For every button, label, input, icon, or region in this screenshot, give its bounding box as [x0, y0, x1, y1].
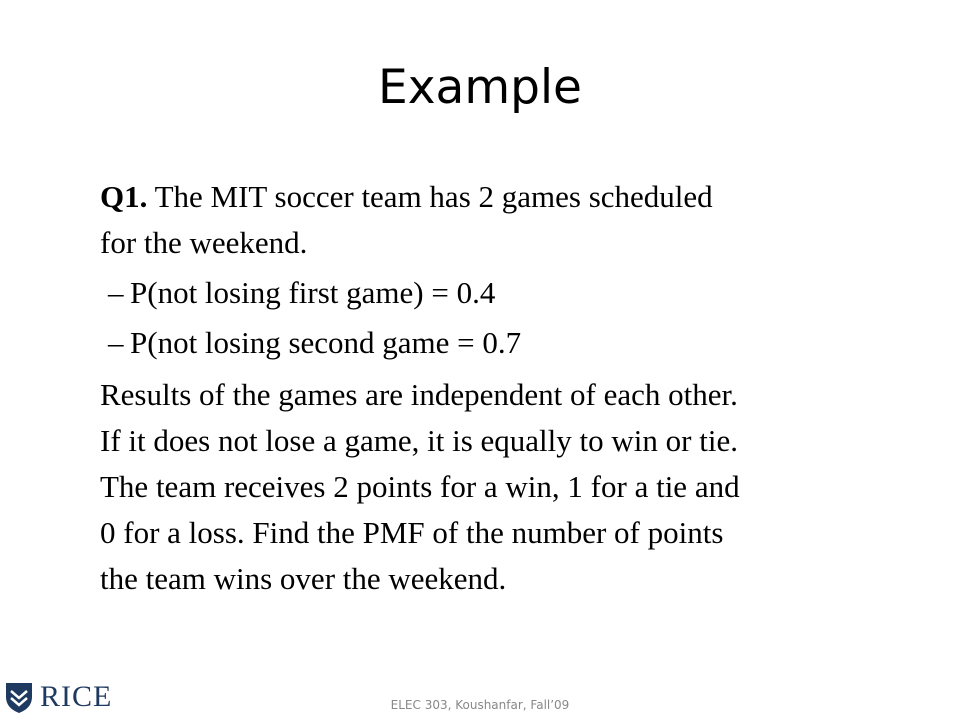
problem-intro: [100, 174, 900, 266]
slide-footer: ELEC 303, Koushanfar, Fall’09: [390, 698, 570, 712]
list-item: [100, 268, 900, 318]
dash-bullet: –: [108, 325, 124, 360]
probability-list: [100, 268, 900, 368]
dash-bullet: –: [108, 275, 124, 310]
list-item-text: P(not losing first game) = 0.4: [130, 275, 496, 310]
problem-body: Results of the games are independent of each other. If it does not lose a game, it is equally to win or tie. The team receives 2 points for a win, 1 for a tie and 0 for a loss. Find the PMF of the number of points the team wins over the weekend.: [100, 377, 740, 596]
list-item-text: P(not losing second game = 0.7: [130, 325, 522, 360]
slide-title: Example: [378, 60, 582, 115]
question-label: Q1.: [100, 179, 148, 214]
logo-text: RICE: [40, 680, 113, 713]
problem-statement: [100, 174, 900, 602]
problem-intro-text: The MIT soccer team has 2 games scheduled for the weekend.: [100, 179, 713, 260]
list-item: [100, 318, 900, 368]
